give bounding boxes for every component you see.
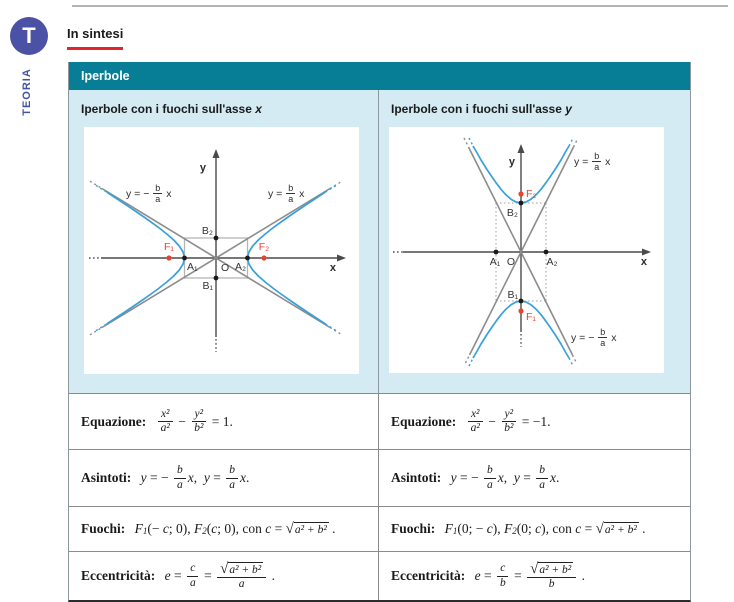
asymptote-dotted-tip xyxy=(330,328,342,335)
vertex-B2-dot xyxy=(519,201,524,206)
asymptote-dotted-tip xyxy=(573,355,577,363)
asymptotes-row xyxy=(69,449,690,506)
asymptote-dotted-tip xyxy=(90,181,102,188)
hyperbola-x-graph xyxy=(84,127,359,374)
column-foci-x xyxy=(69,90,379,393)
label-B1: B₁ xyxy=(507,289,518,301)
focus-F1-dot xyxy=(166,255,171,260)
column-title-text: Iperbole con i fuochi sull'asse xyxy=(81,102,256,116)
row-label: Asintoti: xyxy=(391,470,445,485)
hyperbola-y-graph xyxy=(389,127,664,373)
eccentricity-formula-y: e = $\frac{c}{b}$ = √ a² + b² b . xyxy=(474,560,585,591)
eccentricity-formula-x: e = $\frac{c}{a}$ = √ a² + b² a . xyxy=(164,560,275,591)
eccentricity-cell-y xyxy=(379,552,690,600)
branch-dotted-tip xyxy=(469,358,473,366)
asymptotes-cell-x xyxy=(69,450,379,506)
label-A2: A₂ xyxy=(546,256,558,268)
branch-dotted-tip xyxy=(325,324,336,331)
asymptote-label-negative: y = − $\frac{b}{a}$ x xyxy=(126,183,172,205)
asymptote-dotted-tip xyxy=(90,328,102,335)
row-label: Eccentricità: xyxy=(81,568,159,583)
column-title-variable: x xyxy=(255,102,262,116)
label-F2: F₂ xyxy=(526,188,537,200)
point-B1-dot xyxy=(214,276,219,281)
vertex-B1-dot xyxy=(519,299,524,304)
column-foci-y xyxy=(379,90,690,393)
vertex-A1-dot xyxy=(182,256,187,261)
column-title-text: Iperbole con i fuochi sull'asse xyxy=(391,102,566,116)
asymptote-label-positive: y = $\frac{b}{a}$ x xyxy=(574,151,611,173)
table-title: Iperbole xyxy=(69,62,690,90)
point-A1-dot xyxy=(494,250,499,255)
row-label: Fuochi: xyxy=(391,521,439,536)
theory-logo xyxy=(10,17,48,55)
label-A1: A₁ xyxy=(489,256,501,268)
label-A2: A₂ xyxy=(235,261,247,273)
hyperbola-y-svg xyxy=(389,127,664,373)
branch-dotted-tip xyxy=(325,186,336,193)
label-B2: B₂ xyxy=(201,225,213,237)
foci-formula-x: F 1 (− c ; 0), F 2 ( c ; 0), con c = √ a² + b² . xyxy=(134,520,336,537)
label-O: O xyxy=(506,256,516,268)
y-axis-label: y xyxy=(199,162,206,174)
asymptotes-formula-x: y = − $\frac{b}{a}$ x , y = $\frac{b}{a}$ x . xyxy=(140,464,250,491)
label-O: O xyxy=(221,262,230,274)
label-F1: F₁ xyxy=(526,311,536,323)
branch-dotted-tip xyxy=(96,324,107,331)
eccentricity-cell-x xyxy=(69,552,379,600)
teoria-vertical-label: TEORIA xyxy=(21,68,33,116)
x-axis-label: x xyxy=(640,256,647,268)
row-label: Asintoti: xyxy=(81,470,135,485)
asymptote-dotted-tip xyxy=(466,355,470,363)
foci-cell-y xyxy=(379,507,690,551)
label-B1: B₁ xyxy=(202,280,213,292)
x-axis-label: x xyxy=(329,262,336,274)
equation-formula-y: $\frac{\text{x²}}{\text{a²}}$ − $\frac{\text{y²}}{\text{b²}}$ = −1. xyxy=(466,408,551,435)
asymptote-dotted-tip xyxy=(330,181,342,188)
row-label: Fuochi: xyxy=(81,521,129,536)
y-axis-arrow xyxy=(518,144,525,153)
foci-row xyxy=(69,506,690,551)
foci-formula-y: F 1 (0; − c ), F 2 (0; c ), con c = √ a² + b² . xyxy=(444,520,646,537)
theory-logo-letter: T xyxy=(22,23,36,48)
label-F1: F₁ xyxy=(164,241,174,253)
asymptotes-cell-y xyxy=(379,450,690,506)
graphs-row xyxy=(69,90,690,393)
vertex-A2-dot xyxy=(245,256,250,261)
section-heading: In sintesi xyxy=(67,26,123,50)
top-divider xyxy=(72,5,728,7)
x-axis-arrow xyxy=(642,249,651,256)
asymptote-label-positive: y = $\frac{b}{a}$ x xyxy=(268,183,305,205)
focus-F2-dot xyxy=(518,191,523,196)
eccentricity-row xyxy=(69,551,690,600)
focus-F1-dot xyxy=(518,308,523,313)
equation-cell-x xyxy=(69,394,379,449)
label-A1: A₁ xyxy=(187,261,198,273)
label-B2: B₂ xyxy=(506,207,518,219)
column-title-x xyxy=(69,90,378,116)
branch-dotted-tip xyxy=(569,138,573,146)
row-label: Equazione: xyxy=(81,413,150,429)
equation-cell-y xyxy=(379,394,690,449)
point-A2-dot xyxy=(544,250,549,255)
label-F2: F₂ xyxy=(258,241,270,253)
branch-dotted-tip xyxy=(569,358,573,366)
branch-dotted-tip xyxy=(96,186,107,193)
point-B2-dot xyxy=(214,236,219,241)
row-label: Equazione: xyxy=(391,413,460,429)
row-label: Eccentricità: xyxy=(391,568,469,583)
asymptote-label-negative: y = − $\frac{b}{a}$ x xyxy=(571,327,617,349)
asymptotes-formula-y: y = − $\frac{b}{a}$ x , y = $\frac{b}{a}$ x . xyxy=(450,464,560,491)
asymptote-dotted-tip xyxy=(574,138,579,147)
asymptote-dotted-tip xyxy=(464,138,469,147)
column-title-y xyxy=(379,90,690,116)
y-axis-label: y xyxy=(508,156,515,168)
branch-dotted-tip xyxy=(469,138,473,146)
equation-formula-x: $\frac{\text{x²}}{\text{a²}}$ − $\frac{\text{y²}}{\text{b²}}$ = 1. xyxy=(156,408,233,435)
hyperbola-x-svg xyxy=(84,127,359,374)
focus-F2-dot xyxy=(261,255,266,260)
x-axis-arrow xyxy=(337,255,346,262)
iperbole-table xyxy=(68,62,691,602)
foci-cell-x xyxy=(69,507,379,551)
column-title-variable: y xyxy=(565,102,572,116)
y-axis-arrow xyxy=(213,149,220,158)
equation-row xyxy=(69,393,690,449)
